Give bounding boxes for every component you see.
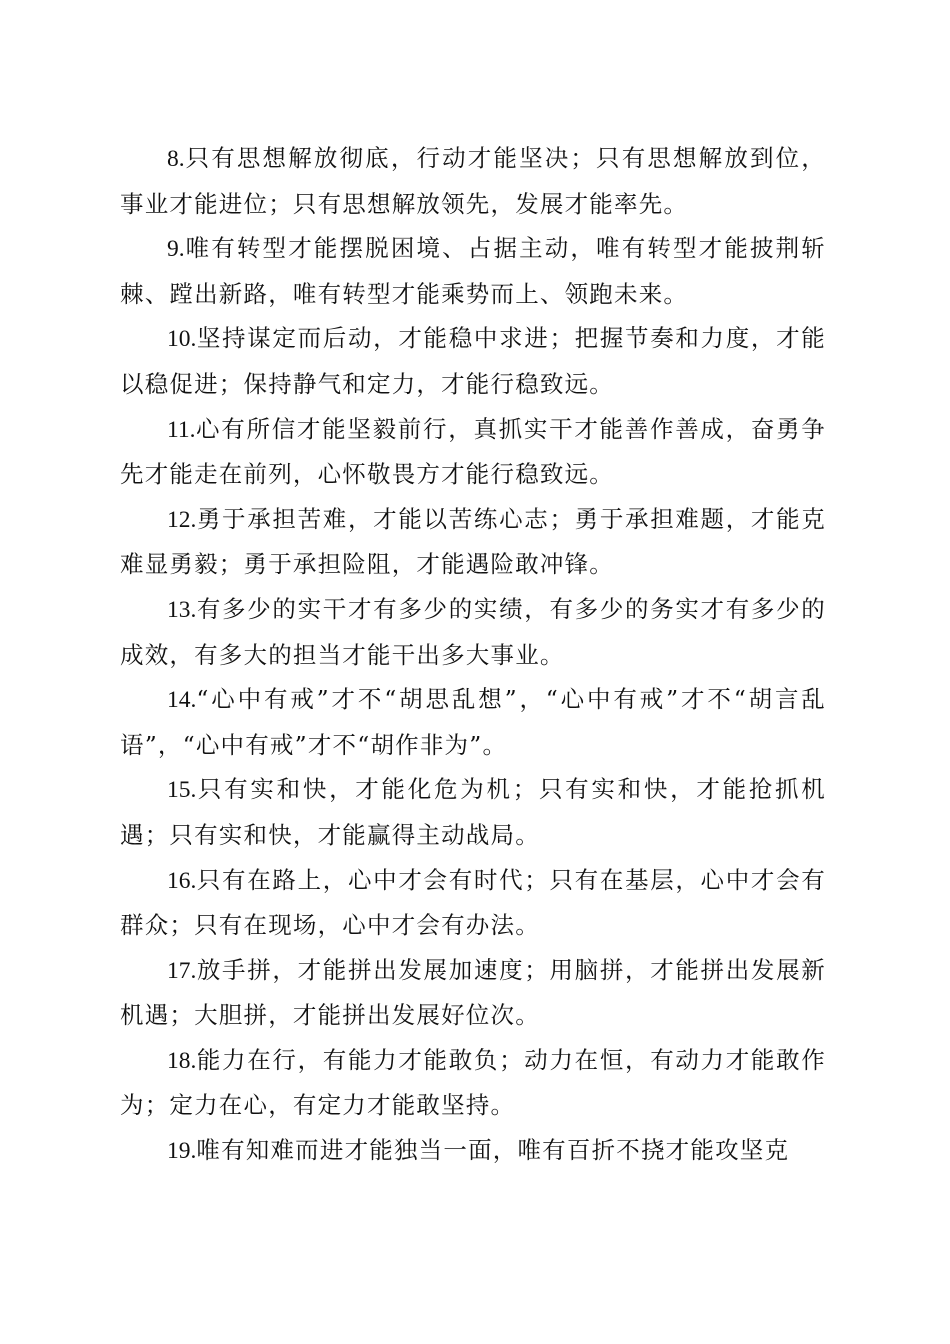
paragraph-14 [120,677,826,767]
paragraph-text: 心有所信才能坚毅前行，真抓实干才能善作善成，奋勇争先才能走在前列，心怀敬畏方才能行稳致远。 [120,414,826,489]
paragraph-16 [120,858,826,948]
paragraph-11 [120,407,826,497]
paragraph-text: 只有实和快，才能化危为机；只有实和快，才能抢抓机遇；只有实和快，才能赢得主动战局。 [120,775,826,849]
paragraph-text: 只有在路上，心中才会有时代；只有在基层，心中才会有群众；只有在现场，心中才会有办法。 [120,865,826,940]
paragraph-number: 19. [167,1138,197,1165]
paragraph-number: 14. [167,687,197,714]
paragraph-number: 13. [167,596,197,623]
paragraph-18 [120,1038,826,1128]
paragraph-9 [120,226,826,316]
paragraph-text: 能力在行，有能力才能敢负；动力在恒，有动力才能敢作为；定力在心，有定力才能敢坚持。 [120,1045,826,1120]
paragraph-12 [120,497,826,587]
paragraph-17 [120,948,826,1038]
paragraph-number: 11. [167,416,196,443]
paragraph-text: 唯有转型才能摆脱困境、占据主动，唯有转型才能披荆斩棘、蹚出新路，唯有转型才能乘势而上、领跑未来。 [120,234,826,308]
paragraph-19 [120,1128,826,1174]
paragraph-number: 18. [167,1047,197,1074]
paragraph-15 [120,767,826,857]
paragraph-text: “心中有戒”才不“胡思乱想”，“心中有戒”才不“胡言乱语”，“心中有戒”才不“胡作非为”。 [120,685,826,759]
paragraph-8 [120,136,826,226]
paragraph-10 [120,316,826,406]
paragraph-number: 10. [167,326,197,353]
paragraph-number: 15. [167,777,197,804]
paragraph-number: 16. [167,867,197,894]
paragraph-number: 12. [167,506,197,533]
paragraph-number: 9. [167,236,185,263]
paragraph-text: 唯有知难而进才能独当一面，唯有百折不挠才能攻坚克 [196,1136,790,1165]
paragraph-number: 17. [167,957,197,984]
paragraph-text: 勇于承担苦难，才能以苦练心志；勇于承担难题，才能克难显勇毅；勇于承担险阻，才能遇险敢冲锋。 [120,504,826,579]
paragraph-number: 8. [167,146,185,172]
paragraph-13 [120,587,826,677]
paragraph-text: 只有思想解放彻底，行动才能坚决；只有思想解放到位，事业才能进位；只有思想解放领先，发展才能率先。 [120,144,826,218]
document-body [120,136,826,1174]
paragraph-text: 有多少的实干才有多少的实绩，有多少的务实才有多少的成效，有多大的担当才能干出多大事业。 [120,594,826,669]
paragraph-text: 放手拼，才能拼出发展加速度；用脑拼，才能拼出发展新机遇；大胆拼，才能拼出发展好位次。 [120,955,826,1030]
paragraph-text: 坚持谋定而后动，才能稳中求进；把握节奏和力度，才能以稳促进；保持静气和定力，才能行稳致远。 [120,324,826,398]
